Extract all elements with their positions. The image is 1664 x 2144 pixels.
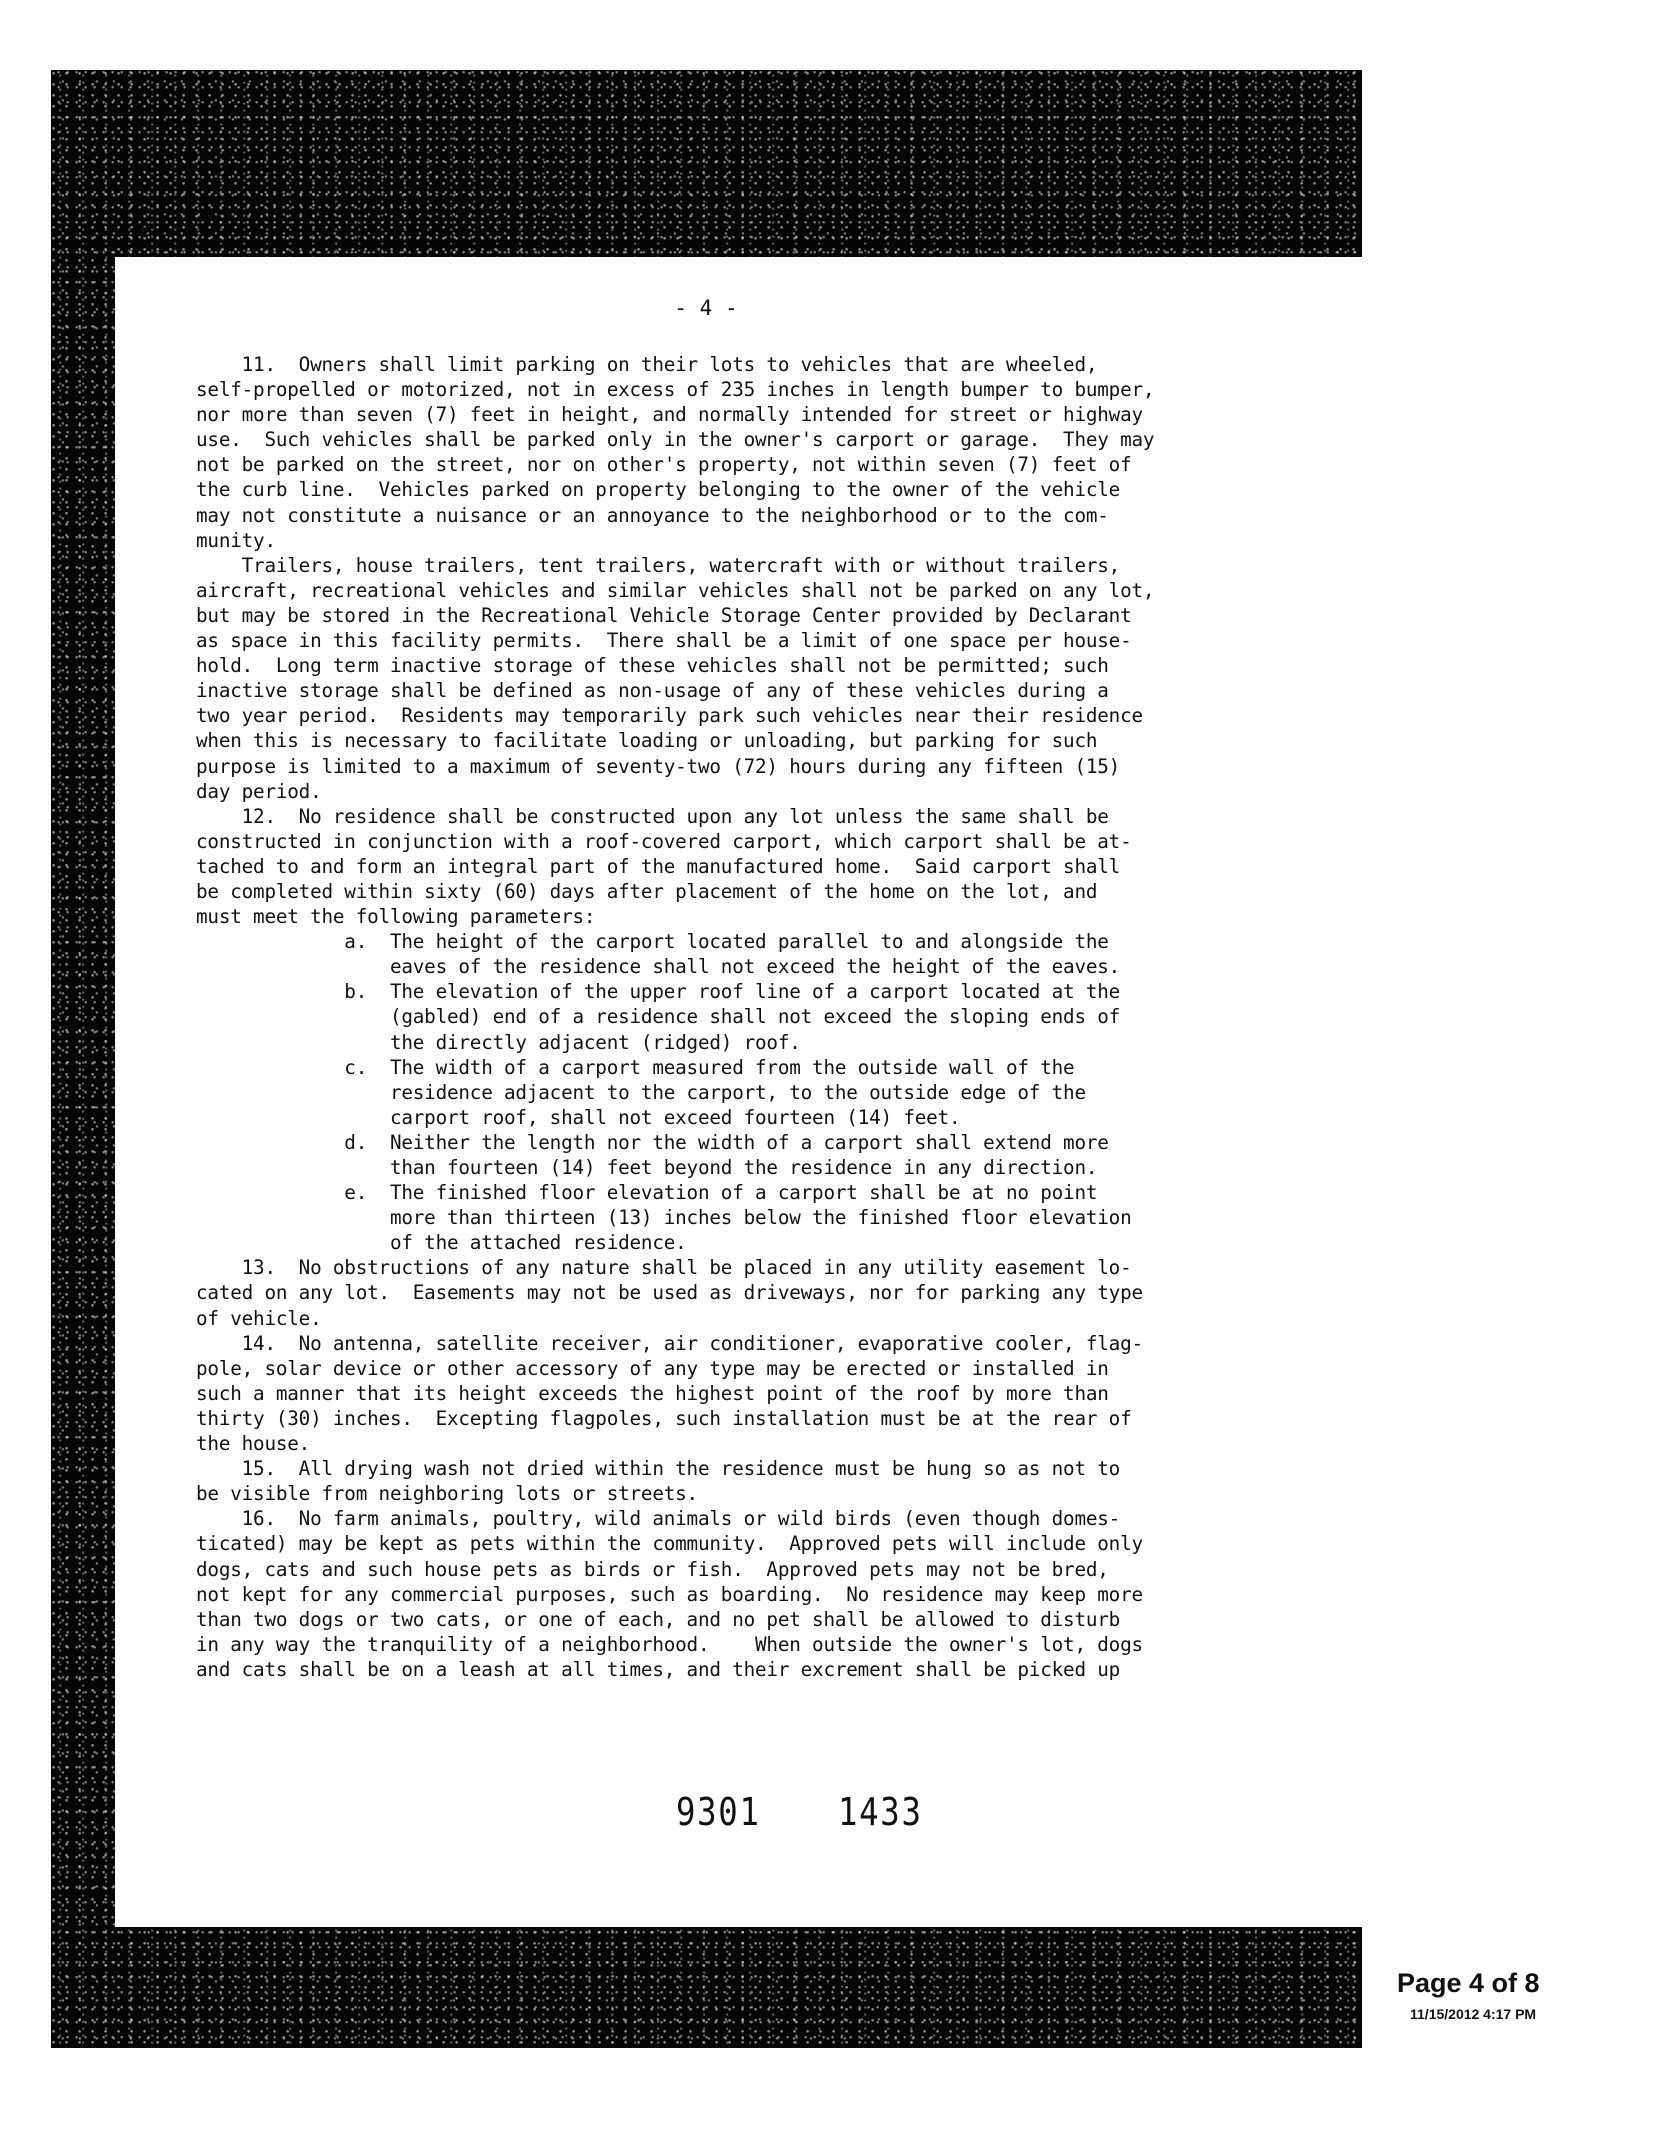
text-line: 16. No farm animals, poultry, wild animals or wild birds (even though domes- bbox=[196, 1507, 1121, 1531]
text-line: the directly adjacent (ridged) roof. bbox=[196, 1030, 801, 1054]
text-line: 12. No residence shall be constructed upon any lot unless the same shall be bbox=[196, 804, 1109, 828]
text-line: 14. No antenna, satellite receiver, air conditioner, evaporative cooler, flag- bbox=[196, 1331, 1143, 1355]
text-line: cated on any lot. Easements may not be used as driveways, nor for parking any type bbox=[196, 1281, 1143, 1305]
text-line: not kept for any commercial purposes, such as boarding. No residence may keep more bbox=[196, 1582, 1143, 1606]
text-line: thirty (30) inches. Excepting flagpoles, such installation must be at the rear of bbox=[196, 1406, 1132, 1430]
text-line: and cats shall be on a leash at all times, and their excrement shall be picked up bbox=[196, 1657, 1121, 1681]
text-line: use. Such vehicles shall be parked only in the owner's carport or garage. They may bbox=[196, 428, 1155, 452]
text-line: of vehicle. bbox=[196, 1306, 322, 1330]
text-line: purpose is limited to a maximum of seventy-two (72) hours during any fifteen (15) bbox=[196, 754, 1121, 778]
speck-mark bbox=[141, 227, 146, 232]
text-line: when this is necessary to facilitate loading or unloading, but parking for such bbox=[196, 729, 1098, 753]
text-line: pole, solar device or other accessory of any type may be erected or installed in bbox=[196, 1356, 1109, 1380]
footer-page-label: Page 4 of 8 bbox=[1397, 1968, 1540, 1998]
text-line: not be parked on the street, nor on other's property, not within seven (7) feet of bbox=[196, 453, 1132, 477]
book-number: 9301 bbox=[676, 1790, 761, 1834]
text-line: aircraft, recreational vehicles and similar vehicles shall not be parked on any lot, bbox=[196, 578, 1155, 602]
text-line: in any way the tranquility of a neighborhood. When outside the owner's lot, dogs bbox=[196, 1632, 1143, 1656]
document-body bbox=[196, 352, 1236, 1682]
text-line: may not constitute a nuisance or an annoyance to the neighborhood or to the com- bbox=[196, 503, 1109, 527]
text-line: 13. No obstructions of any nature shall be placed in any utility easement lo- bbox=[196, 1256, 1132, 1280]
text-line: the curb line. Vehicles parked on property belonging to the owner of the vehicle bbox=[196, 478, 1121, 502]
text-line: but may be stored in the Recreational Vehicle Storage Center provided by Declarant bbox=[196, 603, 1132, 627]
text-line: ticated) may be kept as pets within the community. Approved pets will include only bbox=[196, 1532, 1143, 1556]
text-line: (gabled) end of a residence shall not exceed the sloping ends of bbox=[196, 1005, 1121, 1029]
text-line: inactive storage shall be defined as non-usage of any of these vehicles during a bbox=[196, 679, 1109, 703]
text-line: a. The height of the carport located parallel to and alongside the bbox=[196, 930, 1109, 954]
text-line: day period. bbox=[196, 779, 322, 803]
text-line: such a manner that its height exceeds the highest point of the roof by more than bbox=[196, 1381, 1109, 1405]
text-line: eaves of the residence shall not exceed the height of the eaves. bbox=[196, 955, 1121, 979]
text-line: be visible from neighboring lots or streets. bbox=[196, 1482, 698, 1506]
text-line: c. The width of a carport measured from the outside wall of the bbox=[196, 1055, 1075, 1079]
text-line: be completed within sixty (60) days after placement of the home on the lot, and bbox=[196, 879, 1098, 903]
text-line: hold. Long term inactive storage of these vehicles shall not be permitted; such bbox=[196, 654, 1109, 678]
speck-mark bbox=[208, 215, 212, 219]
text-line: d. Neither the length nor the width of a carport shall extend more bbox=[196, 1130, 1109, 1154]
text-line: munity. bbox=[196, 528, 276, 552]
text-line: as space in this facility permits. There shall be a limit of one space per house- bbox=[196, 629, 1132, 653]
text-line: than fourteen (14) feet beyond the residence in any direction. bbox=[196, 1156, 1098, 1179]
text-line: self-propelled or motorized, not in excess of 235 inches in length bumper to bumper, bbox=[196, 378, 1155, 402]
text-line: of the attached residence. bbox=[196, 1231, 687, 1255]
text-line: the house. bbox=[196, 1432, 311, 1456]
text-line: tached to and form an integral part of the manufactured home. Said carport shall bbox=[196, 854, 1121, 878]
text-line: carport roof, shall not exceed fourteen (14) feet. bbox=[196, 1105, 961, 1129]
text-line: b. The elevation of the upper roof line of a carport located at the bbox=[196, 980, 1121, 1004]
text-line: dogs, cats and such house pets as birds or fish. Approved pets may not be bred, bbox=[196, 1557, 1109, 1581]
text-line: constructed in conjunction with a roof-covered carport, which carport shall be at- bbox=[196, 829, 1132, 853]
page-marker: - 4 - bbox=[674, 296, 738, 320]
text-line: must meet the following parameters: bbox=[196, 905, 596, 929]
text-line: 11. Owners shall limit parking on their lots to vehicles that are wheeled, bbox=[196, 353, 1098, 376]
text-line: residence adjacent to the carport, to the outside edge of the bbox=[196, 1080, 1086, 1104]
text-line: 15. All drying wash not dried within the residence must be hung so as not to bbox=[196, 1457, 1121, 1481]
page-stamp: 1433 bbox=[838, 1790, 923, 1834]
text-line: nor more than seven (7) feet in height, and normally intended for street or highway bbox=[196, 403, 1143, 427]
text-line: Trailers, house trailers, tent trailers, watercraft with or without trailers, bbox=[196, 553, 1121, 577]
footer-timestamp: 11/15/2012 4:17 PM bbox=[1410, 2006, 1537, 2022]
text-line: e. The finished floor elevation of a carport shall be at no point bbox=[196, 1181, 1098, 1205]
text-line: two year period. Residents may temporarily park such vehicles near their residence bbox=[196, 704, 1143, 728]
text-line: than two dogs or two cats, or one of each, and no pet shall be allowed to disturb bbox=[196, 1607, 1121, 1631]
text-line: more than thirteen (13) inches below the finished floor elevation bbox=[196, 1206, 1132, 1230]
